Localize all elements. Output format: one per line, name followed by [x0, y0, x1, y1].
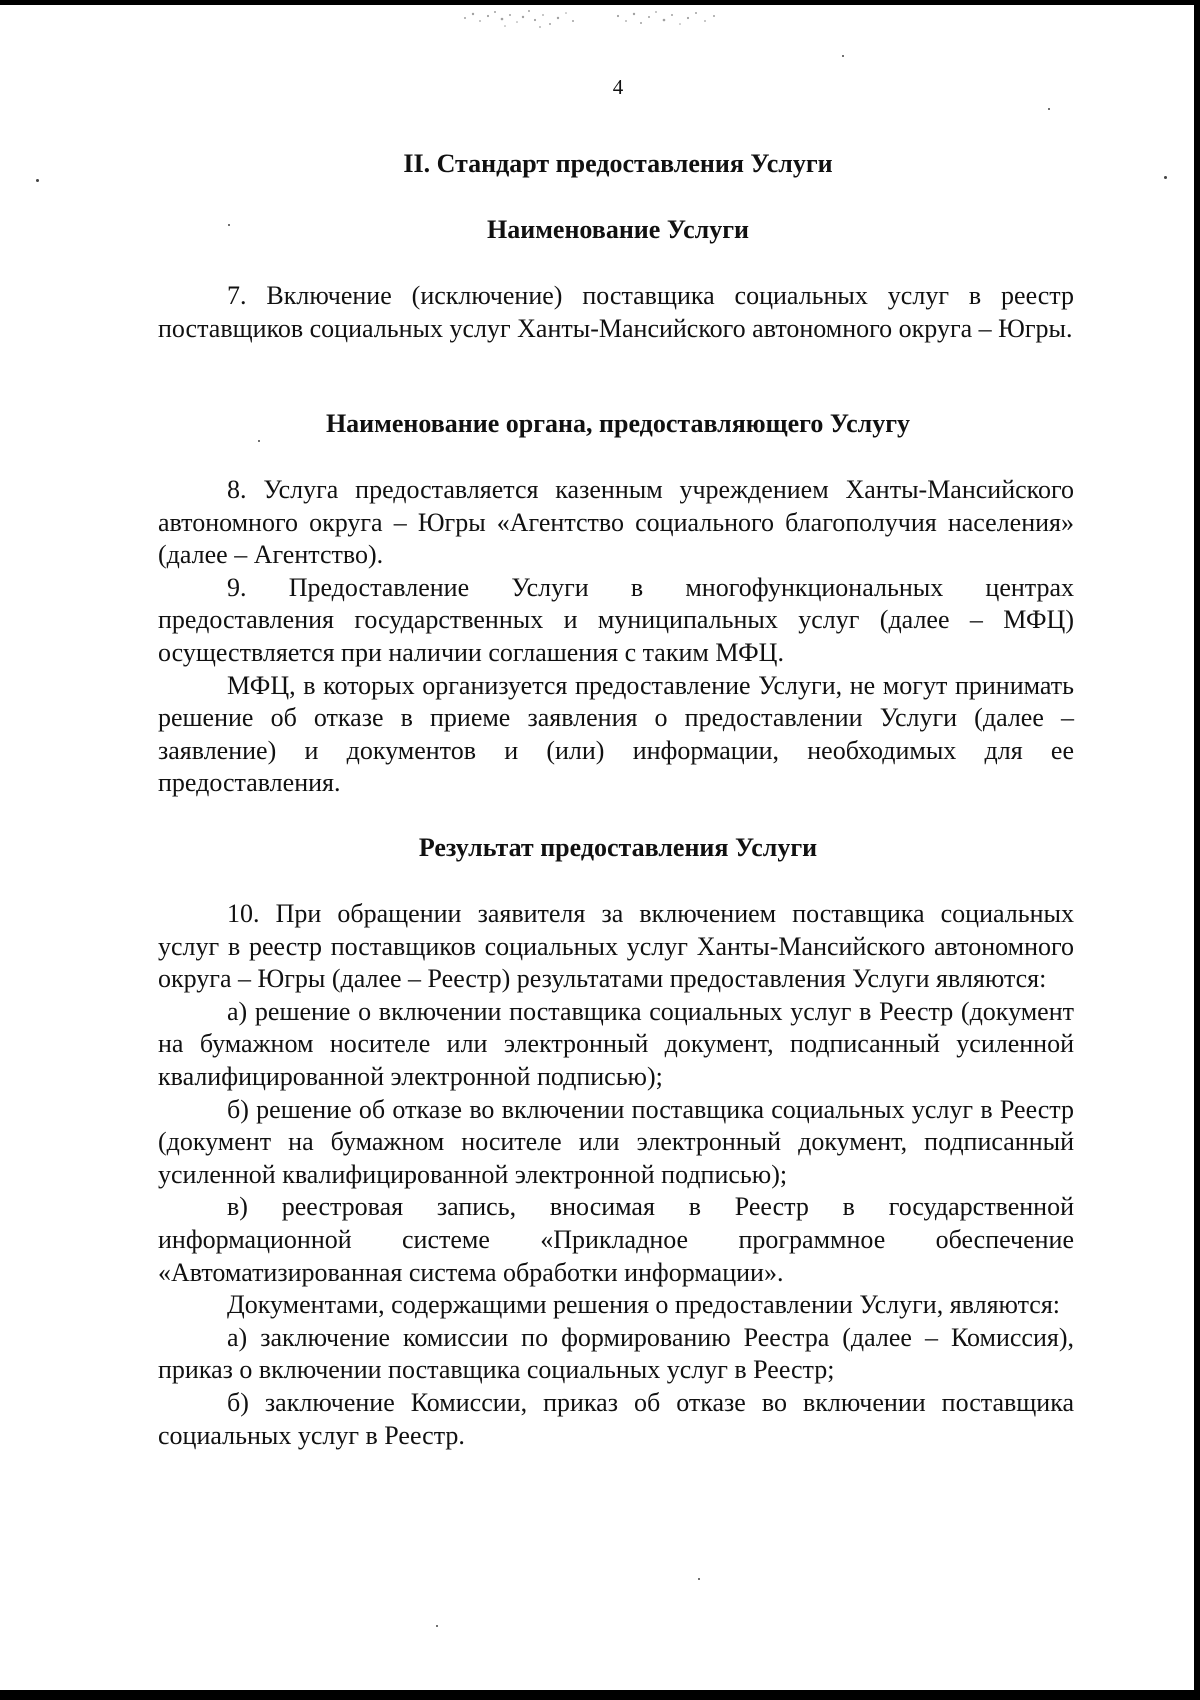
page-number: 4 [612, 75, 624, 99]
paragraph-documents-a: а) заключение комиссии по формированию Реестра (далее – Комиссия), приказ о включении поставщика социальных услуг в Реестр; [158, 1322, 1074, 1385]
scan-speck [436, 1625, 438, 1627]
scan-border-top [0, 0, 1200, 5]
heading-providing-body: Наименование органа, предоставляющего Услугу [325, 409, 911, 438]
scan-border-bottom [0, 1690, 1200, 1700]
scan-speck [842, 55, 844, 57]
section-providing-body [158, 474, 1074, 800]
scan-speck [698, 1578, 700, 1580]
scan-speck [258, 440, 260, 442]
paragraph-10: 10. При обращении заявителя за включением поставщика социальных услуг в реестр поставщиков социальных услуг Ханты-Мансийского автономного округа – Югры (далее – Реестр) результатами предоставления Услуги являются: [158, 899, 1074, 994]
paragraph-7: 7. Включение (исключение) поставщика социальных услуг в реестр поставщиков социальных услуг Ханты-Мансийского автономного округа – Югры. [158, 281, 1074, 343]
paragraph-8: 8. Услуга предоставляется казенным учреждением Ханты-Мансийского автономного округа – Югры «Агентство социального благополучия населения» (далее – Агентство). [158, 475, 1074, 570]
paragraph-documents: Документами, содержащими решения о предоставлении Услуги, являются: [227, 1290, 1061, 1320]
section-service-name [158, 280, 1074, 345]
paragraph-documents-b: б) заключение Комиссии, приказ об отказе во включении поставщика социальных услуг в Реестр. [158, 1387, 1074, 1450]
section-service-result [158, 898, 1074, 1452]
scan-speck [1048, 108, 1050, 110]
heading-service-result: Результат предоставления Услуги [418, 833, 818, 862]
paragraph-mfc: МФЦ, в которых организуется предоставление Услуги, не могут принимать решение об отказе в приеме заявления о предоставлении Услуги (далее – заявление) и документов и (или) информации, необходимых для ее предоставления. [158, 670, 1074, 798]
heading-service-name: Наименование Услуги [486, 215, 750, 244]
paragraph-10-v: в) реестровая запись, вносимая в Реестр в государственной информационной системе «Прикладное программное обеспечение «Автоматизированная система обработки информации». [158, 1192, 1074, 1287]
scan-noise-right [610, 6, 725, 32]
paragraph-10-a: а) решение о включении поставщика социальных услуг в Реестр (документ на бумажном носителе или электронный документ, подписанный усиленной квалифицированной электронной подписью); [158, 996, 1074, 1091]
paragraph-9: 9. Предоставление Услуги в многофункциональных центрах предоставления государственных и муниципальных услуг (далее – МФЦ) осуществляется при наличии соглашения с таким МФЦ. [158, 572, 1074, 667]
scan-noise-left [455, 6, 585, 32]
section-title: II. Стандарт предоставления Услуги [403, 149, 833, 178]
paragraph-10-b: б) решение об отказе во включении поставщика социальных услуг в Реестр (документ на бумажном носителе или электронный документ, подписанный усиленной квалифицированной электронной подписью); [158, 1094, 1074, 1189]
